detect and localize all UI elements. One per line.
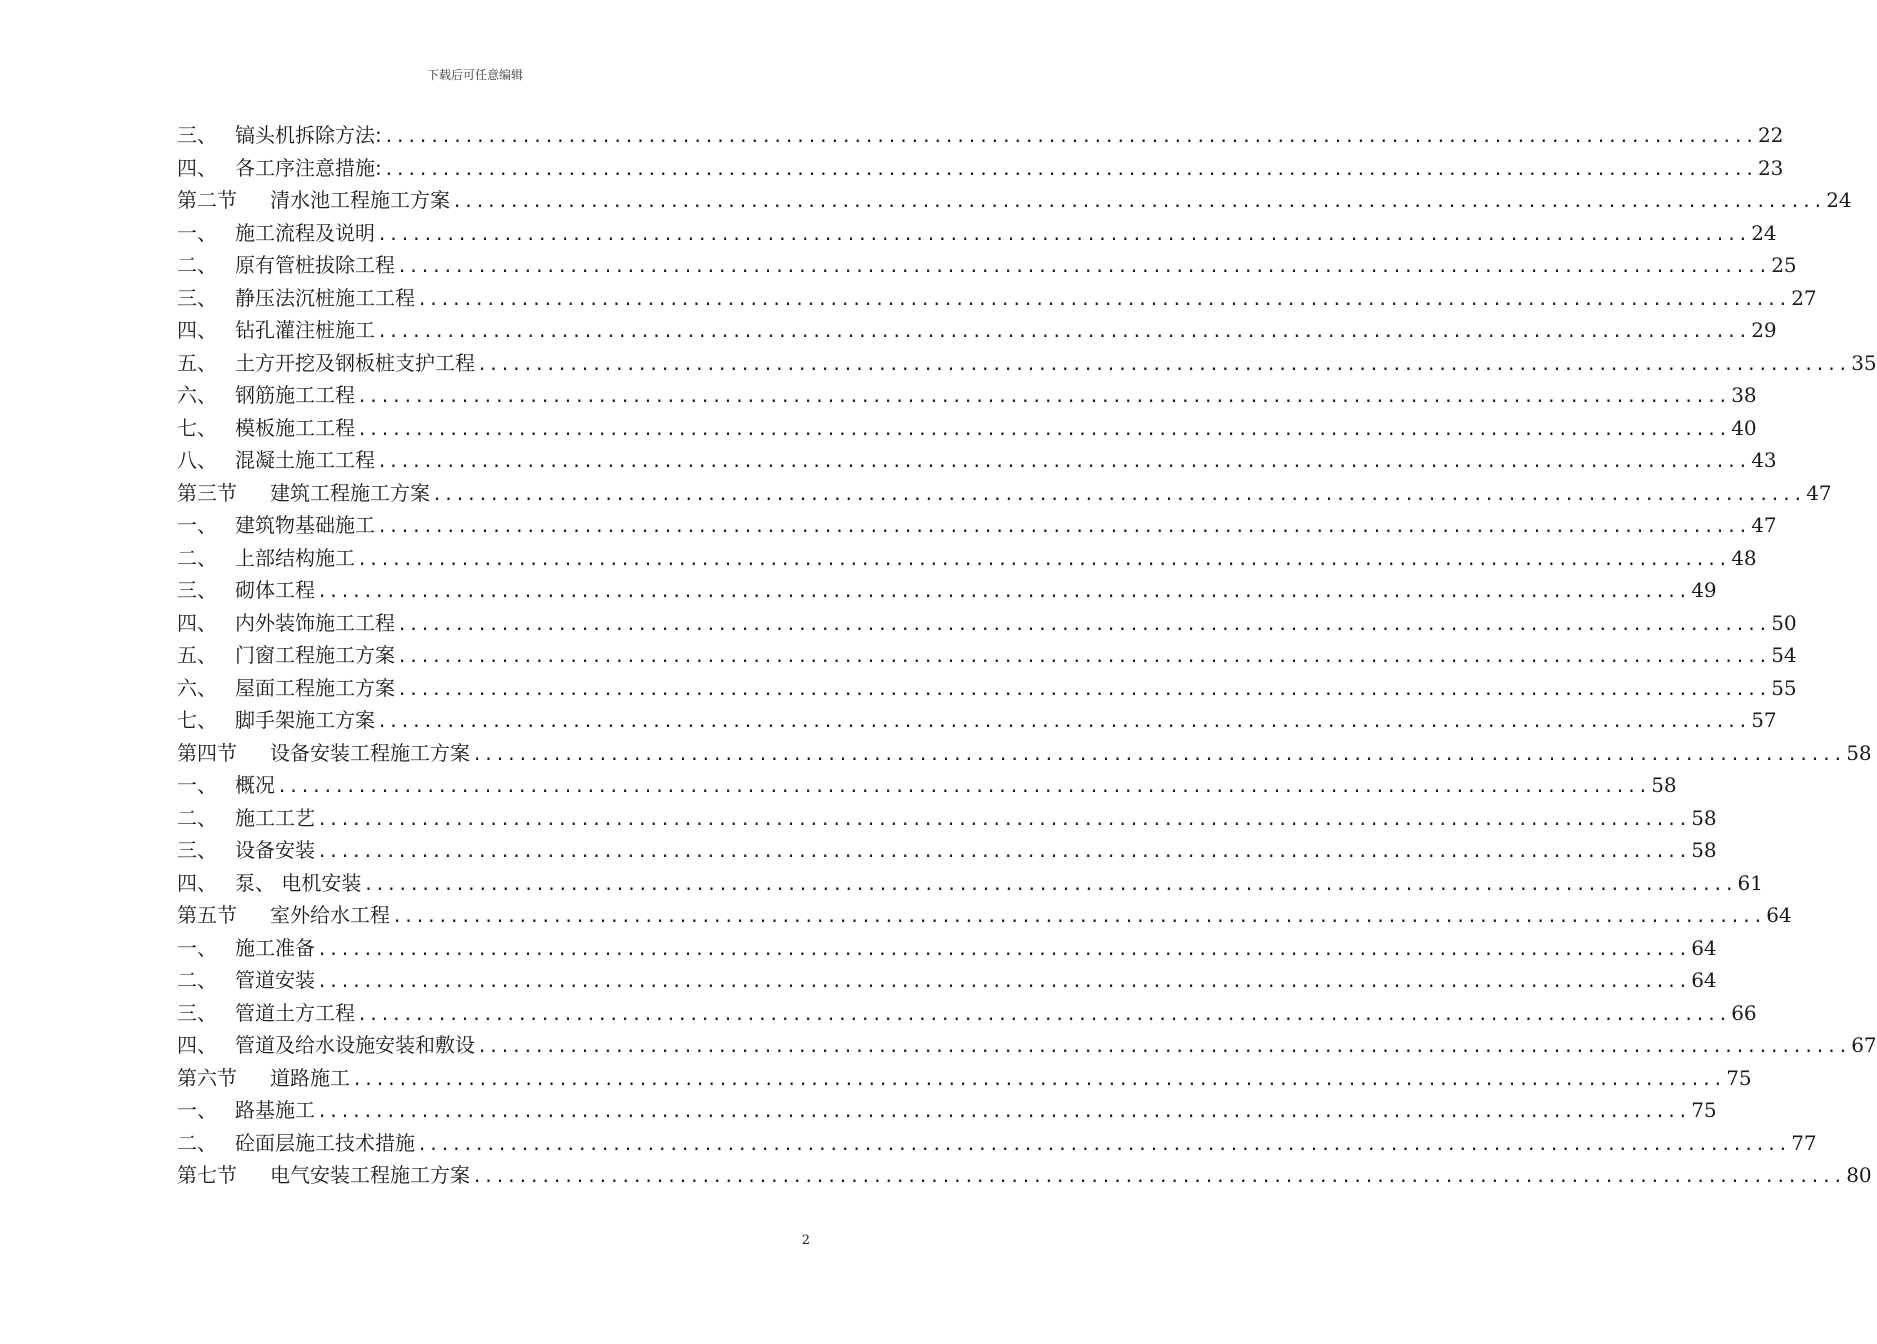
toc-entry-title: 混凝土施工工程 (235, 448, 375, 472)
toc-item-row[interactable] (177, 964, 1717, 997)
toc-entry-number: 二、 (177, 1130, 217, 1155)
toc-dot-leader: ........................................................................................................................ (377, 322, 1750, 342)
toc-item-row[interactable] (177, 509, 1777, 542)
toc-dot-leader: ........................................................................................................................ (397, 257, 1770, 277)
toc-entry-page: 48 (1731, 545, 1757, 570)
toc-item-row[interactable] (177, 1029, 1877, 1062)
toc-entry-page: 43 (1751, 448, 1777, 472)
toc-item-row[interactable] (177, 217, 1777, 250)
toc-entry-title: 镐头机拆除方法: (235, 123, 382, 147)
toc-entry-title: 设备安装工程施工方案 (270, 740, 470, 765)
toc-item-row[interactable] (177, 1127, 1817, 1160)
toc-item-row[interactable] (177, 314, 1777, 347)
toc-dot-leader: ........................................................................................................................ (377, 452, 1750, 472)
toc-entry-number: 三、 (177, 123, 217, 147)
toc-section-row[interactable] (177, 737, 1872, 770)
toc-entry-number: 第五节 (177, 903, 237, 927)
toc-entry-title: 门窗工程施工方案 (235, 643, 395, 667)
toc-entry-number: 一、 (177, 220, 217, 245)
toc-entry-page: 54 (1771, 643, 1797, 667)
toc-section-row[interactable] (177, 899, 1792, 932)
toc-item-row[interactable] (177, 802, 1717, 835)
toc-item-row[interactable] (177, 769, 1677, 802)
toc-entry-title: 概况 (235, 773, 275, 797)
toc-entry-page: 64 (1691, 935, 1717, 960)
toc-entry-number: 四、 (177, 870, 217, 895)
toc-item-row[interactable] (177, 444, 1777, 477)
toc-item-row[interactable] (177, 347, 1877, 380)
toc-item-row[interactable] (177, 607, 1797, 640)
toc-entry-number: 二、 (177, 253, 217, 277)
toc-entry-number: 七、 (177, 708, 217, 732)
toc-dot-leader: ........................................................................................................................ (357, 387, 1730, 407)
toc-entry-number: 五、 (177, 350, 217, 375)
toc-entry-number: 一、 (177, 513, 217, 537)
toc-entry-page: 64 (1691, 968, 1717, 992)
toc-dot-leader: ........................................................................................................................ (317, 1102, 1690, 1122)
toc-item-row[interactable] (177, 412, 1757, 445)
toc-dot-leader: ........................................................................................................................ (377, 224, 1750, 245)
toc-section-row[interactable] (177, 1159, 1872, 1192)
toc-entry-page: 58 (1691, 838, 1717, 862)
toc-entry-title: 上部结构施工 (235, 545, 355, 570)
toc-entry-number: 四、 (177, 155, 217, 180)
toc-entry-title: 施工流程及说明 (235, 220, 375, 245)
toc-item-row[interactable] (177, 639, 1797, 672)
toc-entry-page: 58 (1691, 805, 1717, 830)
toc-item-row[interactable] (177, 867, 1763, 900)
toc-entry-page: 24 (1826, 188, 1852, 212)
toc-entry-number: 第七节 (177, 1163, 237, 1187)
toc-entry-number: 三、 (177, 578, 217, 602)
toc-entry-page: 57 (1751, 708, 1777, 732)
toc-entry-page: 47 (1806, 480, 1832, 505)
toc-entry-title: 建筑工程施工方案 (270, 480, 430, 505)
toc-entry-title: 施工准备 (235, 935, 315, 960)
toc-item-row[interactable] (177, 119, 1784, 152)
toc-dot-leader: ........................................................................................................................ (383, 127, 1756, 147)
toc-dot-leader: ........................................................................................................................ (477, 1037, 1850, 1057)
toc-dot-leader: ........................................................................................................................ (397, 647, 1770, 667)
toc-entry-number: 第二节 (177, 188, 237, 212)
toc-entry-page: 61 (1737, 870, 1763, 895)
toc-dot-leader: ........................................................................................................................ (317, 939, 1690, 960)
toc-entry-number: 六、 (177, 383, 217, 407)
header-note: 下载后可任意编辑 (426, 68, 523, 82)
toc-entry-page: 47 (1751, 513, 1777, 537)
toc-entry-title: 各工序注意措施: (235, 155, 382, 180)
toc-entry-number: 四、 (177, 1033, 217, 1057)
toc-entry-number: 一、 (177, 1098, 217, 1122)
toc-dot-leader: ........................................................................................................................ (383, 159, 1756, 180)
toc-dot-leader: ........................................................................................................................ (377, 712, 1750, 732)
toc-dot-leader: ........................................................................................................................ (472, 1167, 1845, 1187)
toc-entry-number: 第四节 (177, 740, 237, 765)
toc-entry-page: 49 (1691, 578, 1717, 602)
toc-entry-page: 38 (1731, 383, 1757, 407)
toc-item-row[interactable] (177, 1094, 1717, 1127)
toc-dot-leader: ........................................................................................................................ (352, 1069, 1725, 1090)
toc-entry-title: 静压法沉桩施工工程 (235, 285, 415, 310)
toc-item-row[interactable] (177, 997, 1757, 1030)
toc-dot-leader: ........................................................................................................................ (317, 842, 1690, 862)
toc-entry-title: 设备安装 (235, 838, 315, 862)
toc-entry-page: 50 (1771, 610, 1797, 635)
toc-item-row[interactable] (177, 672, 1797, 705)
toc-item-row[interactable] (177, 152, 1784, 185)
toc-entry-title: 道路施工 (270, 1065, 350, 1090)
toc-dot-leader: ........................................................................................................................ (477, 354, 1850, 375)
toc-entry-title: 泵、 电机安装 (235, 870, 362, 895)
toc-item-row[interactable] (177, 379, 1757, 412)
toc-entry-title: 钻孔灌注桩施工 (235, 318, 375, 342)
toc-entry-number: 二、 (177, 805, 217, 830)
toc-dot-leader: ........................................................................................................................ (452, 192, 1825, 212)
toc-item-row[interactable] (177, 282, 1817, 315)
table-of-contents (177, 119, 1877, 1192)
toc-entry-title: 管道土方工程 (235, 1000, 355, 1025)
toc-entry-page: 24 (1751, 220, 1777, 245)
toc-entry-number: 八、 (177, 448, 217, 472)
toc-entry-page: 55 (1771, 675, 1797, 700)
toc-item-row[interactable] (177, 704, 1777, 737)
toc-dot-leader: ........................................................................................................................ (277, 777, 1650, 797)
toc-entry-title: 土方开挖及钢板桩支护工程 (235, 350, 475, 375)
toc-entry-page: 58 (1651, 773, 1677, 797)
toc-entry-page: 75 (1726, 1065, 1752, 1090)
toc-dot-leader: ........................................................................................................................ (317, 972, 1690, 992)
toc-entry-title: 模板施工工程 (235, 415, 355, 440)
toc-entry-page: 75 (1691, 1098, 1717, 1122)
toc-dot-leader: ........................................................................................................................ (397, 614, 1770, 635)
toc-section-row[interactable] (177, 1062, 1752, 1095)
toc-section-row[interactable] (177, 477, 1832, 510)
toc-entry-title: 脚手架施工方案 (235, 708, 375, 732)
toc-entry-page: 64 (1766, 903, 1792, 927)
toc-entry-number: 二、 (177, 968, 217, 992)
toc-entry-title: 砼面层施工技术措施 (235, 1130, 415, 1155)
toc-entry-page: 66 (1731, 1000, 1757, 1025)
toc-entry-title: 室外给水工程 (270, 903, 390, 927)
page-number: 2 (801, 1233, 810, 1248)
toc-entry-page: 25 (1771, 253, 1797, 277)
toc-entry-title: 管道及给水设施安装和敷设 (235, 1033, 475, 1057)
toc-entry-number: 六、 (177, 675, 217, 700)
toc-entry-number: 七、 (177, 415, 217, 440)
toc-entry-page: 22 (1757, 123, 1784, 147)
toc-dot-leader: ........................................................................................................................ (317, 582, 1690, 602)
toc-entry-title: 电气安装工程施工方案 (270, 1163, 470, 1187)
toc-dot-leader: ........................................................................................................................ (397, 679, 1770, 700)
toc-section-row[interactable] (177, 184, 1852, 217)
toc-entry-title: 内外装饰施工工程 (235, 610, 395, 635)
toc-entry-title: 钢筋施工工程 (235, 383, 355, 407)
toc-entry-page: 27 (1791, 285, 1817, 310)
toc-dot-leader: ........................................................................................................................ (392, 907, 1765, 927)
toc-entry-page: 23 (1757, 155, 1784, 180)
toc-dot-leader: ........................................................................................................................ (432, 484, 1805, 505)
toc-entry-title: 管道安装 (235, 968, 315, 992)
toc-item-row[interactable] (177, 932, 1717, 965)
toc-entry-number: 二、 (177, 545, 217, 570)
toc-dot-leader: ........................................................................................................................ (357, 549, 1730, 570)
toc-entry-title: 清水池工程施工方案 (270, 188, 450, 212)
toc-entry-page: 58 (1846, 740, 1872, 765)
toc-entry-number: 三、 (177, 1000, 217, 1025)
toc-entry-page: 67 (1851, 1033, 1877, 1057)
toc-entry-title: 屋面工程施工方案 (235, 675, 395, 700)
toc-item-row[interactable] (177, 834, 1717, 867)
toc-entry-number: 三、 (177, 285, 217, 310)
toc-entry-title: 砌体工程 (235, 578, 315, 602)
toc-entry-number: 五、 (177, 643, 217, 667)
toc-entry-number: 一、 (177, 935, 217, 960)
toc-item-row[interactable] (177, 574, 1717, 607)
toc-entry-title: 建筑物基础施工 (235, 513, 375, 537)
toc-entry-page: 40 (1731, 415, 1757, 440)
toc-entry-page: 77 (1791, 1130, 1817, 1155)
toc-entry-number: 三、 (177, 838, 217, 862)
toc-entry-number: 第六节 (177, 1065, 237, 1090)
toc-dot-leader: ........................................................................................................................ (377, 517, 1750, 537)
toc-entry-title: 路基施工 (235, 1098, 315, 1122)
toc-dot-leader: ........................................................................................................................ (472, 744, 1845, 765)
toc-entry-number: 第三节 (177, 480, 237, 505)
toc-entry-title: 原有管桩拔除工程 (235, 253, 395, 277)
toc-entry-page: 35 (1851, 350, 1877, 375)
toc-dot-leader: ........................................................................................................................ (363, 874, 1736, 895)
toc-item-row[interactable] (177, 249, 1797, 282)
toc-entry-number: 一、 (177, 773, 217, 797)
toc-dot-leader: ........................................................................................................................ (417, 1134, 1790, 1155)
toc-item-row[interactable] (177, 542, 1757, 575)
toc-dot-leader: ........................................................................................................................ (317, 809, 1690, 830)
toc-entry-page: 80 (1846, 1163, 1872, 1187)
toc-entry-number: 四、 (177, 318, 217, 342)
toc-entry-number: 四、 (177, 610, 217, 635)
toc-entry-title: 施工工艺 (235, 805, 315, 830)
toc-dot-leader: ........................................................................................................................ (417, 289, 1790, 310)
toc-dot-leader: ........................................................................................................................ (357, 419, 1730, 440)
toc-dot-leader: ........................................................................................................................ (357, 1004, 1730, 1025)
toc-entry-page: 29 (1751, 318, 1777, 342)
